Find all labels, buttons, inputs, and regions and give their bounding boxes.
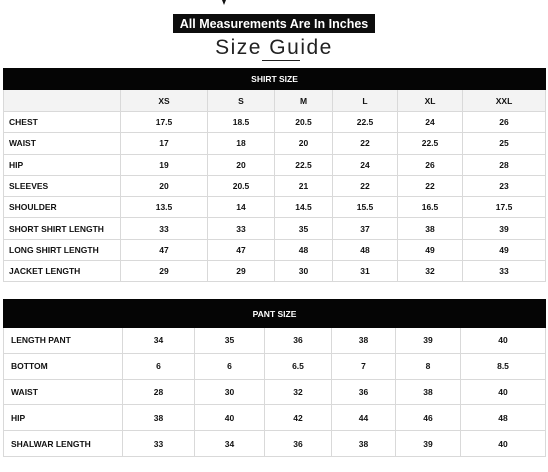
table-cell: 22.5 [275, 154, 333, 175]
shirt-size-column-headers [4, 90, 546, 112]
table-cell: 18.5 [208, 112, 275, 133]
measurement-banner: All Measurements Are In Inches [173, 14, 375, 33]
row-label: HIP [4, 154, 121, 175]
table-cell: 32 [398, 261, 463, 282]
pant-size-table [3, 299, 546, 457]
row-label: CHEST [4, 112, 121, 133]
table-row [4, 405, 546, 431]
table-cell: 38 [398, 218, 463, 239]
table-row [4, 431, 546, 457]
table-row [4, 353, 546, 379]
table-row [4, 154, 546, 175]
table-cell: 31 [333, 261, 398, 282]
table-cell: 35 [275, 218, 333, 239]
table-cell: 24 [398, 112, 463, 133]
table-cell: 48 [333, 239, 398, 260]
table-cell: 49 [463, 239, 546, 260]
table-cell: 26 [398, 154, 463, 175]
column-header: XS [121, 90, 208, 112]
table-row [4, 197, 546, 218]
table-row [4, 133, 546, 154]
table-cell: 38 [332, 328, 396, 354]
column-header [4, 90, 121, 112]
top-marker [222, 0, 226, 5]
table-cell: 22 [333, 175, 398, 196]
table-cell: 25 [463, 133, 546, 154]
table-cell: 37 [333, 218, 398, 239]
table-cell: 17.5 [121, 112, 208, 133]
table-row [4, 379, 546, 405]
table-cell: 20 [121, 175, 208, 196]
row-label: SHALWAR LENGTH [4, 431, 123, 457]
table-cell: 14 [208, 197, 275, 218]
row-label: LENGTH PANT [4, 328, 123, 354]
row-label: BOTTOM [4, 353, 123, 379]
table-cell: 22 [333, 133, 398, 154]
table-row [4, 239, 546, 260]
column-header: M [275, 90, 333, 112]
row-label: LONG SHIRT LENGTH [4, 239, 121, 260]
table-cell: 40 [461, 328, 546, 354]
table-cell: 20 [208, 154, 275, 175]
page-title-text: Size Guide [215, 36, 333, 59]
table-cell: 38 [396, 379, 461, 405]
table-cell: 24 [333, 154, 398, 175]
column-header: L [333, 90, 398, 112]
table-cell: 22.5 [398, 133, 463, 154]
table-cell: 26 [463, 112, 546, 133]
table-cell: 48 [461, 405, 546, 431]
table-cell: 8 [396, 353, 461, 379]
table-cell: 33 [463, 261, 546, 282]
column-header: XXL [463, 90, 546, 112]
table-cell: 44 [332, 405, 396, 431]
table-cell: 46 [396, 405, 461, 431]
row-label: HIP [4, 405, 123, 431]
table-cell: 23 [463, 175, 546, 196]
table-cell: 30 [195, 379, 265, 405]
table-cell: 6.5 [265, 353, 332, 379]
row-label: SLEEVES [4, 175, 121, 196]
table-cell: 47 [121, 239, 208, 260]
row-label: JACKET LENGTH [4, 261, 121, 282]
table-cell: 40 [461, 431, 546, 457]
table-cell: 49 [398, 239, 463, 260]
table-cell: 38 [123, 405, 195, 431]
table-cell: 39 [463, 218, 546, 239]
table-cell: 33 [123, 431, 195, 457]
table-cell: 36 [332, 379, 396, 405]
table-cell: 22 [398, 175, 463, 196]
table-cell: 34 [123, 328, 195, 354]
table-cell: 6 [195, 353, 265, 379]
table-cell: 13.5 [121, 197, 208, 218]
table-cell: 19 [121, 154, 208, 175]
table-cell: 14.5 [275, 197, 333, 218]
table-cell: 40 [195, 405, 265, 431]
table-cell: 40 [461, 379, 546, 405]
table-cell: 36 [265, 431, 332, 457]
table-cell: 15.5 [333, 197, 398, 218]
table-cell: 33 [121, 218, 208, 239]
table-cell: 16.5 [398, 197, 463, 218]
pant-size-heading: PANT SIZE [4, 300, 546, 328]
table-cell: 6 [123, 353, 195, 379]
table-cell: 22.5 [333, 112, 398, 133]
table-cell: 8.5 [461, 353, 546, 379]
table-cell: 20.5 [275, 112, 333, 133]
table-cell: 17.5 [463, 197, 546, 218]
page-title [0, 36, 548, 60]
table-row [4, 175, 546, 196]
table-cell: 32 [265, 379, 332, 405]
table-cell: 20.5 [208, 175, 275, 196]
table-cell: 35 [195, 328, 265, 354]
row-label: WAIST [4, 379, 123, 405]
table-cell: 48 [275, 239, 333, 260]
table-cell: 39 [396, 328, 461, 354]
table-cell: 36 [265, 328, 332, 354]
table-cell: 21 [275, 175, 333, 196]
table-cell: 28 [123, 379, 195, 405]
table-cell: 39 [396, 431, 461, 457]
table-cell: 20 [275, 133, 333, 154]
table-cell: 7 [332, 353, 396, 379]
column-header: XL [398, 90, 463, 112]
table-row [4, 328, 546, 354]
shirt-size-table [3, 68, 546, 282]
table-row [4, 218, 546, 239]
table-cell: 28 [463, 154, 546, 175]
table-cell: 29 [208, 261, 275, 282]
row-label: SHOULDER [4, 197, 121, 218]
table-cell: 34 [195, 431, 265, 457]
table-cell: 38 [332, 431, 396, 457]
column-header: S [208, 90, 275, 112]
shirt-size-heading: SHIRT SIZE [4, 69, 546, 90]
table-cell: 30 [275, 261, 333, 282]
table-cell: 42 [265, 405, 332, 431]
table-cell: 18 [208, 133, 275, 154]
title-underline [262, 60, 300, 61]
row-label: SHORT SHIRT LENGTH [4, 218, 121, 239]
table-row [4, 261, 546, 282]
table-cell: 29 [121, 261, 208, 282]
table-cell: 47 [208, 239, 275, 260]
row-label: WAIST [4, 133, 121, 154]
table-row [4, 112, 546, 133]
table-cell: 17 [121, 133, 208, 154]
table-cell: 33 [208, 218, 275, 239]
